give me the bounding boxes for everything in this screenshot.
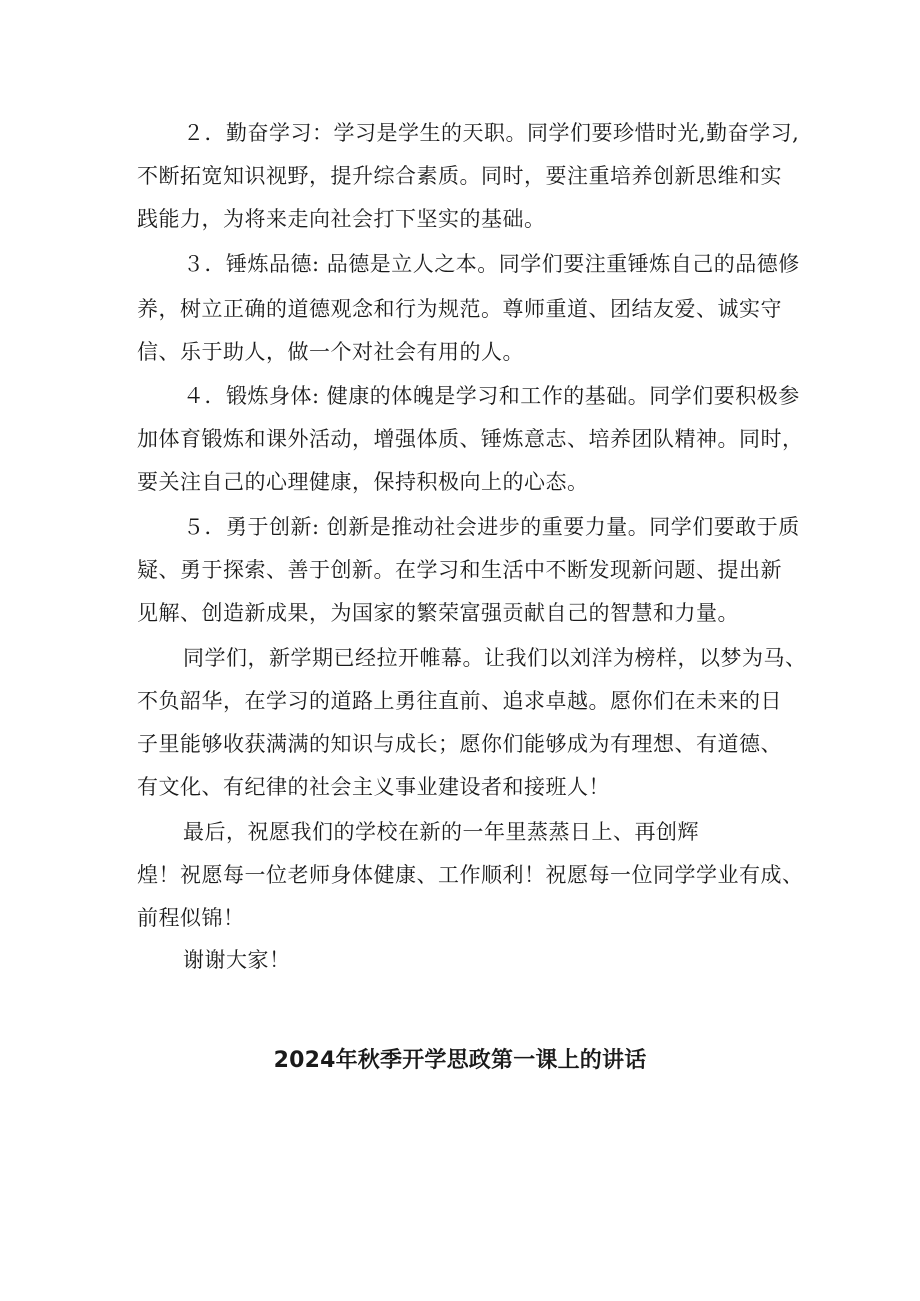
item-3-line-2: 养，树立正确的道德观念和行为规范。尊师重道、团结友爱、诚实守	[137, 297, 782, 321]
closing-line-2: 不负韶华，在学习的道路上勇往直前、追求卓越。愿你们在未来的日	[137, 689, 782, 713]
item-2-line-1: ２．勤奋学习：学习是学生的天职。同学们要珍惜时光,勤奋学习,	[183, 121, 800, 145]
item-3-line-3: 信、乐于助人，做一个对社会有用的人。	[137, 340, 524, 364]
wishes-line-2: 煌！祝愿每一位老师身体健康、工作顺利！祝愿每一位同学学业有成、	[137, 863, 804, 887]
item-4-line-2: 加体育锻炼和课外活动，增强体质、锤炼意志、培养团队精神。同时，	[137, 427, 804, 451]
closing-line-1: 同学们，新学期已经拉开帷幕。让我们以刘洋为榜样，以梦为马、	[183, 646, 807, 670]
next-document-title: 2024年秋季开学思政第一课上的讲话	[273, 1048, 647, 1073]
item-4-line-1: ４．锻炼身体: 健康的体魄是学习和工作的基础。同学们要积极参	[183, 384, 800, 408]
item-5-line-1: ５．勇于创新: 创新是推动社会进步的重要力量。同学们要敢于质	[183, 515, 800, 539]
item-5-line-3: 见解、创造新成果，为国家的繁荣富强贡献自己的智慧和力量。	[137, 601, 739, 625]
thanks-line: 谢谢大家！	[183, 948, 291, 972]
wishes-line-3: 前程似锦！	[137, 906, 245, 930]
item-5-line-2: 疑、勇于探索、善于创新。在学习和生活中不断发现新问题、提出新	[137, 558, 782, 582]
item-2-line-3: 践能力，为将来走向社会打下坚实的基础。	[137, 207, 546, 231]
item-3-line-1: ３．锤炼品德: 品德是立人之本。同学们要注重锤炼自己的品德修	[183, 252, 800, 276]
item-4-line-3: 要关注自己的心理健康，保持积极向上的心态。	[137, 470, 589, 494]
closing-line-4: 有文化、有纪律的社会主义事业建设者和接班人！	[137, 775, 610, 799]
closing-line-3: 子里能够收获满满的知识与成长；愿你们能够成为有理想、有道德、	[137, 732, 782, 756]
wishes-line-1: 最后，祝愿我们的学校在新的一年里蒸蒸日上、再创辉	[183, 820, 699, 844]
item-2-line-2: 不断拓宽知识视野，提升综合素质。同时，要注重培养创新思维和实	[137, 164, 782, 188]
